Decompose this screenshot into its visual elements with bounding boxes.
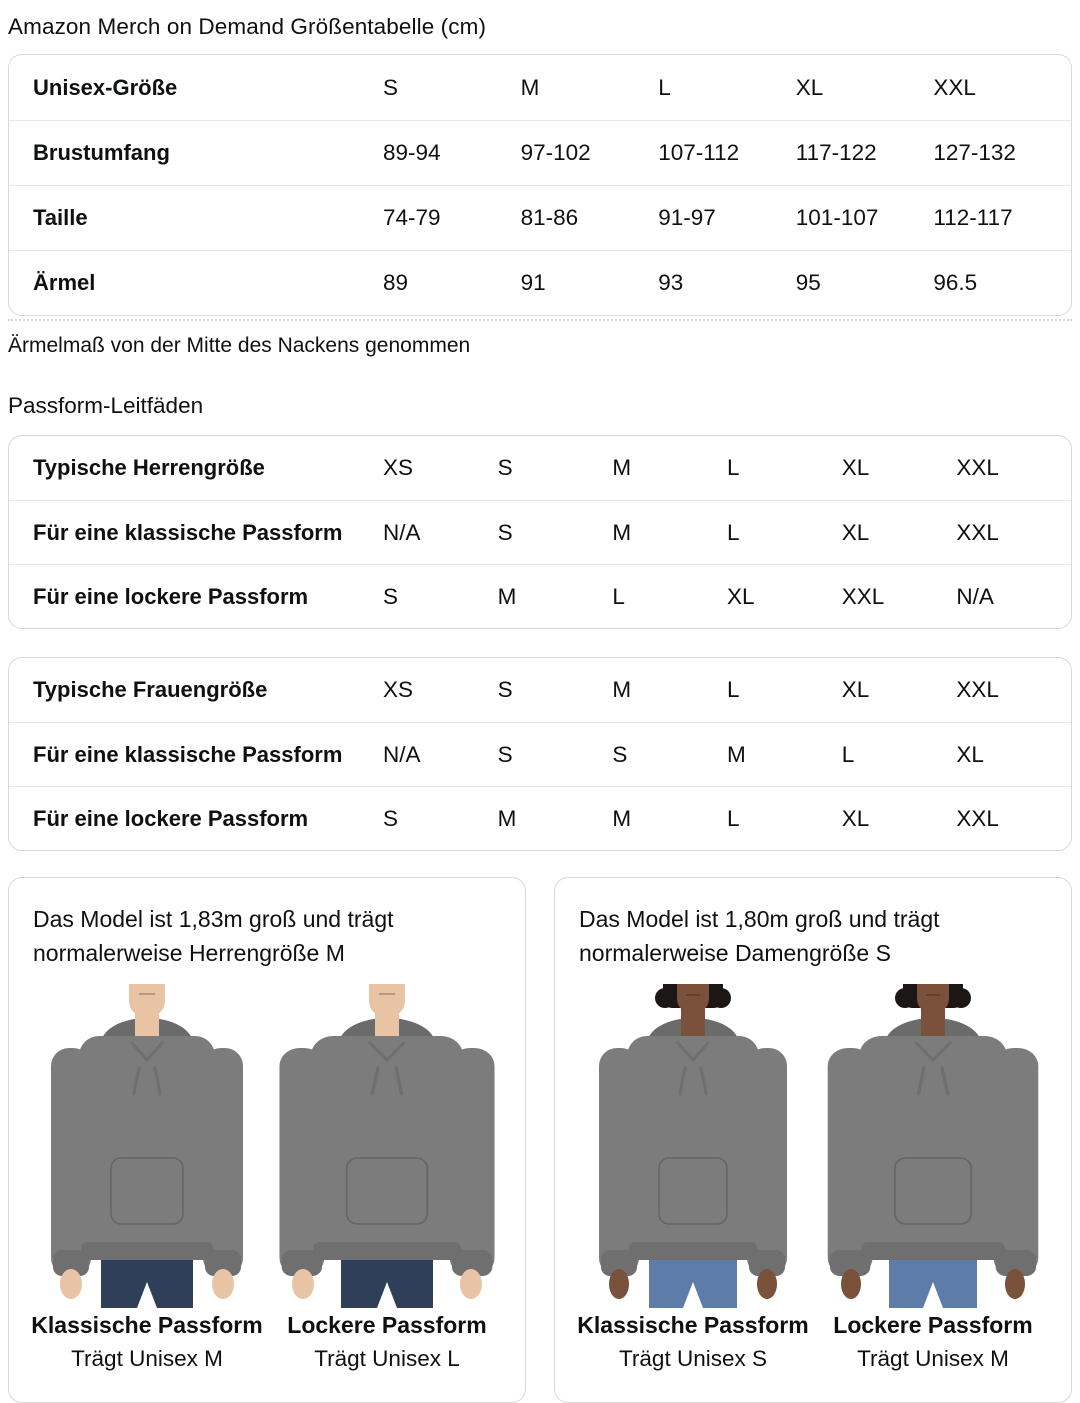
- male-model-classic-illustration: [29, 984, 265, 1308]
- model-description: Das Model ist 1,80m groß und trägt normalerweise Damengröße S: [579, 906, 940, 966]
- model-description: Das Model ist 1,83m groß und trägt normalerweise Herrengröße M: [33, 906, 394, 966]
- table-cell: 107-112: [658, 140, 740, 165]
- table-cell: 89: [383, 270, 409, 295]
- table-cell: L: [612, 583, 625, 609]
- row-label: Für eine lockere Passform: [33, 805, 309, 831]
- table-cell: S: [497, 741, 513, 767]
- fit-label: Lockere Passform: [833, 1312, 1033, 1338]
- row-label: Für eine klassische Passform: [33, 741, 343, 767]
- table-row: [9, 120, 1071, 185]
- table-cell: XXL: [956, 519, 999, 545]
- table-cell: 97-102: [520, 140, 591, 165]
- table-cell: S: [497, 519, 513, 545]
- male-model-loose-illustration: [269, 984, 505, 1308]
- row-label: Für eine lockere Passform: [33, 583, 309, 609]
- table-cell: XXL: [956, 677, 999, 702]
- table-row: [9, 500, 1071, 564]
- table-cell: 112-117: [933, 205, 1013, 230]
- table-cell: XS: [383, 677, 414, 702]
- table-cell: 101-107: [795, 205, 879, 230]
- table-cell: XL: [841, 677, 870, 702]
- table-row: [9, 722, 1071, 786]
- figure-caption: [577, 1312, 808, 1372]
- table-cell: 117-122: [795, 140, 877, 165]
- row-label: Brustumfang: [33, 140, 170, 165]
- size-col-header: M: [520, 74, 540, 100]
- row-label: Typische Herrengröße: [33, 455, 265, 480]
- table-cell: N/A: [383, 741, 421, 767]
- figure-caption: [287, 1312, 486, 1372]
- table-cell: 74-79: [383, 205, 441, 230]
- model-photo-loose-fit: [269, 984, 505, 1386]
- table-cell: L: [841, 741, 855, 767]
- row-label: Unisex-Größe: [33, 74, 178, 100]
- size-worn-label: Trägt Unisex M: [71, 1346, 223, 1371]
- table-cell: XXL: [841, 583, 885, 609]
- fit-label: Klassische Passform: [31, 1312, 263, 1338]
- table-cell: XL: [841, 805, 870, 831]
- table-cell: M: [727, 741, 746, 767]
- table-cell: L: [727, 519, 740, 545]
- table-cell: 93: [658, 270, 684, 295]
- table-cell: L: [727, 455, 740, 480]
- figure-caption: [31, 1312, 262, 1372]
- table-cell: M: [497, 583, 517, 609]
- model-photos: [575, 984, 1051, 1386]
- model-photo-loose-fit: [815, 984, 1051, 1386]
- model-photo-classic-fit: [575, 984, 811, 1386]
- row-label: Für eine klassische Passform: [33, 519, 343, 545]
- mens-model-card: [8, 877, 526, 1403]
- table-cell: S: [497, 455, 513, 480]
- table-cell: N/A: [383, 519, 421, 545]
- table-row: [9, 250, 1071, 315]
- size-worn-label: Trägt Unisex L: [314, 1346, 460, 1371]
- size-worn-label: Trägt Unisex M: [857, 1346, 1009, 1371]
- table-cell: XL: [841, 519, 870, 545]
- table-cell: M: [612, 805, 632, 831]
- table-cell: M: [497, 805, 517, 831]
- table-cell: S: [383, 805, 399, 831]
- row-label: Typische Frauengröße: [33, 677, 268, 702]
- table-cell: 91: [520, 270, 546, 295]
- table-cell: XL: [727, 583, 755, 609]
- table-cell: S: [612, 741, 628, 767]
- table-cell: M: [612, 519, 632, 545]
- model-cards-row: [8, 877, 1072, 1403]
- table-cell: M: [612, 677, 632, 702]
- table-row: [9, 658, 1071, 722]
- size-col-header: S: [383, 74, 399, 100]
- table-row: [9, 185, 1071, 250]
- table-cell: 91-97: [658, 205, 716, 230]
- table-row: [9, 786, 1071, 850]
- table-cell: M: [612, 455, 632, 480]
- table-cell: XXL: [956, 805, 999, 831]
- table-cell: L: [727, 805, 740, 831]
- fit-label: Klassische Passform: [577, 1312, 809, 1338]
- unisex-size-table: [8, 54, 1072, 316]
- table-cell: 96.5: [933, 270, 978, 295]
- table-cell: 81-86: [520, 205, 579, 230]
- row-label: Taille: [33, 205, 88, 230]
- table-cell: XXL: [956, 455, 999, 480]
- table-row: [9, 564, 1071, 628]
- table-cell: XL: [841, 455, 870, 480]
- size-col-header: XL: [795, 74, 824, 100]
- model-photos: [29, 984, 505, 1386]
- size-col-header: L: [658, 74, 671, 100]
- fit-label: Lockere Passform: [287, 1312, 487, 1338]
- size-worn-label: Trägt Unisex S: [619, 1346, 767, 1371]
- table-cell: 127-132: [933, 140, 1016, 165]
- figure-caption: [833, 1312, 1032, 1372]
- table-row: [9, 436, 1071, 500]
- sleeve-measure-note: Ärmelmaß von der Mitte des Nackens genommen: [8, 334, 471, 357]
- table-cell: 89-94: [383, 140, 441, 165]
- table-cell: 95: [795, 270, 821, 295]
- womens-model-card: [554, 877, 1072, 1403]
- page-title: Amazon Merch on Demand Größentabelle (cm): [8, 14, 487, 39]
- model-photo-classic-fit: [29, 984, 265, 1386]
- table-cell: XS: [383, 455, 414, 480]
- mens-fit-table: [8, 435, 1072, 629]
- table-cell: S: [383, 583, 399, 609]
- table-cell: XL: [956, 741, 984, 767]
- dotted-divider: [8, 319, 1072, 321]
- table-cell: S: [497, 677, 513, 702]
- table-header-row: [9, 55, 1071, 120]
- female-model-loose-illustration: [815, 984, 1051, 1308]
- size-col-header: XXL: [933, 74, 976, 100]
- table-cell: N/A: [956, 583, 994, 609]
- table-cell: L: [727, 677, 740, 702]
- female-model-classic-illustration: [575, 984, 811, 1308]
- womens-fit-table: [8, 657, 1072, 851]
- row-label: Ärmel: [33, 270, 96, 295]
- fit-guides-heading: Passform-Leitfäden: [8, 393, 204, 418]
